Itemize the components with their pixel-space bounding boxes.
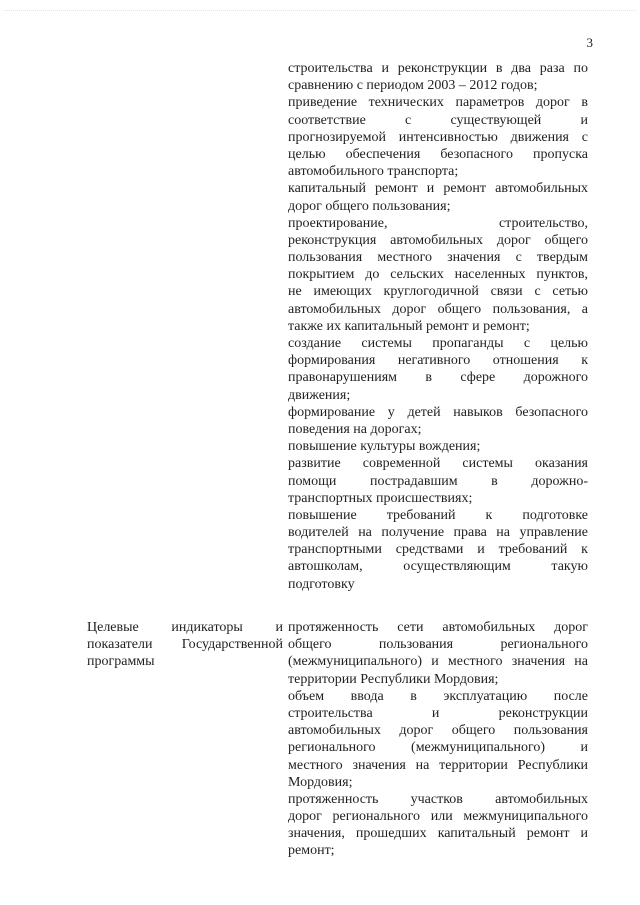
text-line: повышение культуры вождения; [288,439,481,455]
indicator-text-line: ремонт; [288,843,335,859]
indicator-text-line: регионального (межмуниципального) и [288,740,588,756]
text-line: формирование у детей навыков безопасного [288,404,588,420]
indicator-text-line: общего пользования регионального [288,637,588,653]
indicators-content-cell [288,619,588,860]
indicator-label-line: показатели Государственной [87,637,283,653]
text-line: помощи пострадавшим в дорожно- [288,473,588,489]
indicator-text-line: территории Республики Мордовия; [288,671,499,687]
text-line: транспортными средствами и требований к [288,542,588,558]
indicator-text-line: местного значения на территории Республики [288,757,588,773]
text-line: реконструкция автомобильных дорог общего [288,232,588,248]
indicator-text-line: (межмуниципального) и местного значения на [288,654,588,670]
indicator-text-line: протяженность участков автомобильных [288,791,588,807]
text-line: формирования негативного отношения к [288,353,588,369]
indicator-text-line: Мордовия; [288,774,353,790]
text-line: правонарушениям в сфере дорожного [288,370,588,386]
text-line: капитальный ремонт и ремонт автомобильных [288,181,588,197]
text-line: повышение требований к подготовке [288,507,588,523]
text-line: движения; [288,387,351,403]
text-line: приведение технических параметров дорог в [288,95,588,111]
text-line: развитие современной системы оказания [288,456,588,472]
text-line: целью обеспечения безопасного пропуска [288,146,588,162]
text-line: также их капитальный ремонт и ремонт; [288,318,530,334]
text-line: транспортных происшествиях; [288,490,473,506]
text-line: автомобильных дорог общего пользования, а [288,301,588,317]
text-line: проектирование, строительство, [288,215,588,231]
indicator-label-line: программы [87,654,155,670]
text-line: дорог общего пользования; [288,198,451,214]
continuation-text [288,60,588,593]
indicator-text-line: автомобильных дорог общего пользования [288,723,588,739]
text-line: создание системы пропаганды с целью [288,336,588,351]
indicators-label-cell [87,619,283,671]
text-line: соответствие с существующей и [288,112,588,128]
text-line: автошколам, осуществляющим такую [288,559,588,575]
scan-artifacts [4,10,636,15]
text-line: покрытием до сельских населенных пунктов, [288,267,588,283]
text-line: водителей на получение права на управление [288,525,588,541]
indicator-text-line: значения, прошедших капитальный ремонт и [288,826,588,842]
indicator-text-line: дорог регионального или межмуниципального [288,809,588,825]
text-line: строительства и реконструкции в два раза по [288,61,588,76]
text-line: сравнению с периодом 2003 – 2012 годов; [288,78,538,94]
page-number: 3 [586,35,593,50]
text-line: не имеющих круглогодичной связи с сетью [288,284,588,300]
text-line: прогнозируемой интенсивностью движения с [288,129,588,145]
indicator-label-line: Целевые индикаторы и [87,620,283,635]
text-line: подготовку [288,576,355,592]
indicator-text-line: протяженность сети автомобильных дорог [288,620,588,635]
indicator-text-line: строительства и реконструкции [288,705,588,721]
text-line: поведения на дорогах; [288,421,422,437]
text-line: автомобильного транспорта; [288,164,459,180]
indicator-text-line: объем ввода в эксплуатацию после [288,688,588,704]
text-line: пользования местного значения с твердым [288,250,588,266]
